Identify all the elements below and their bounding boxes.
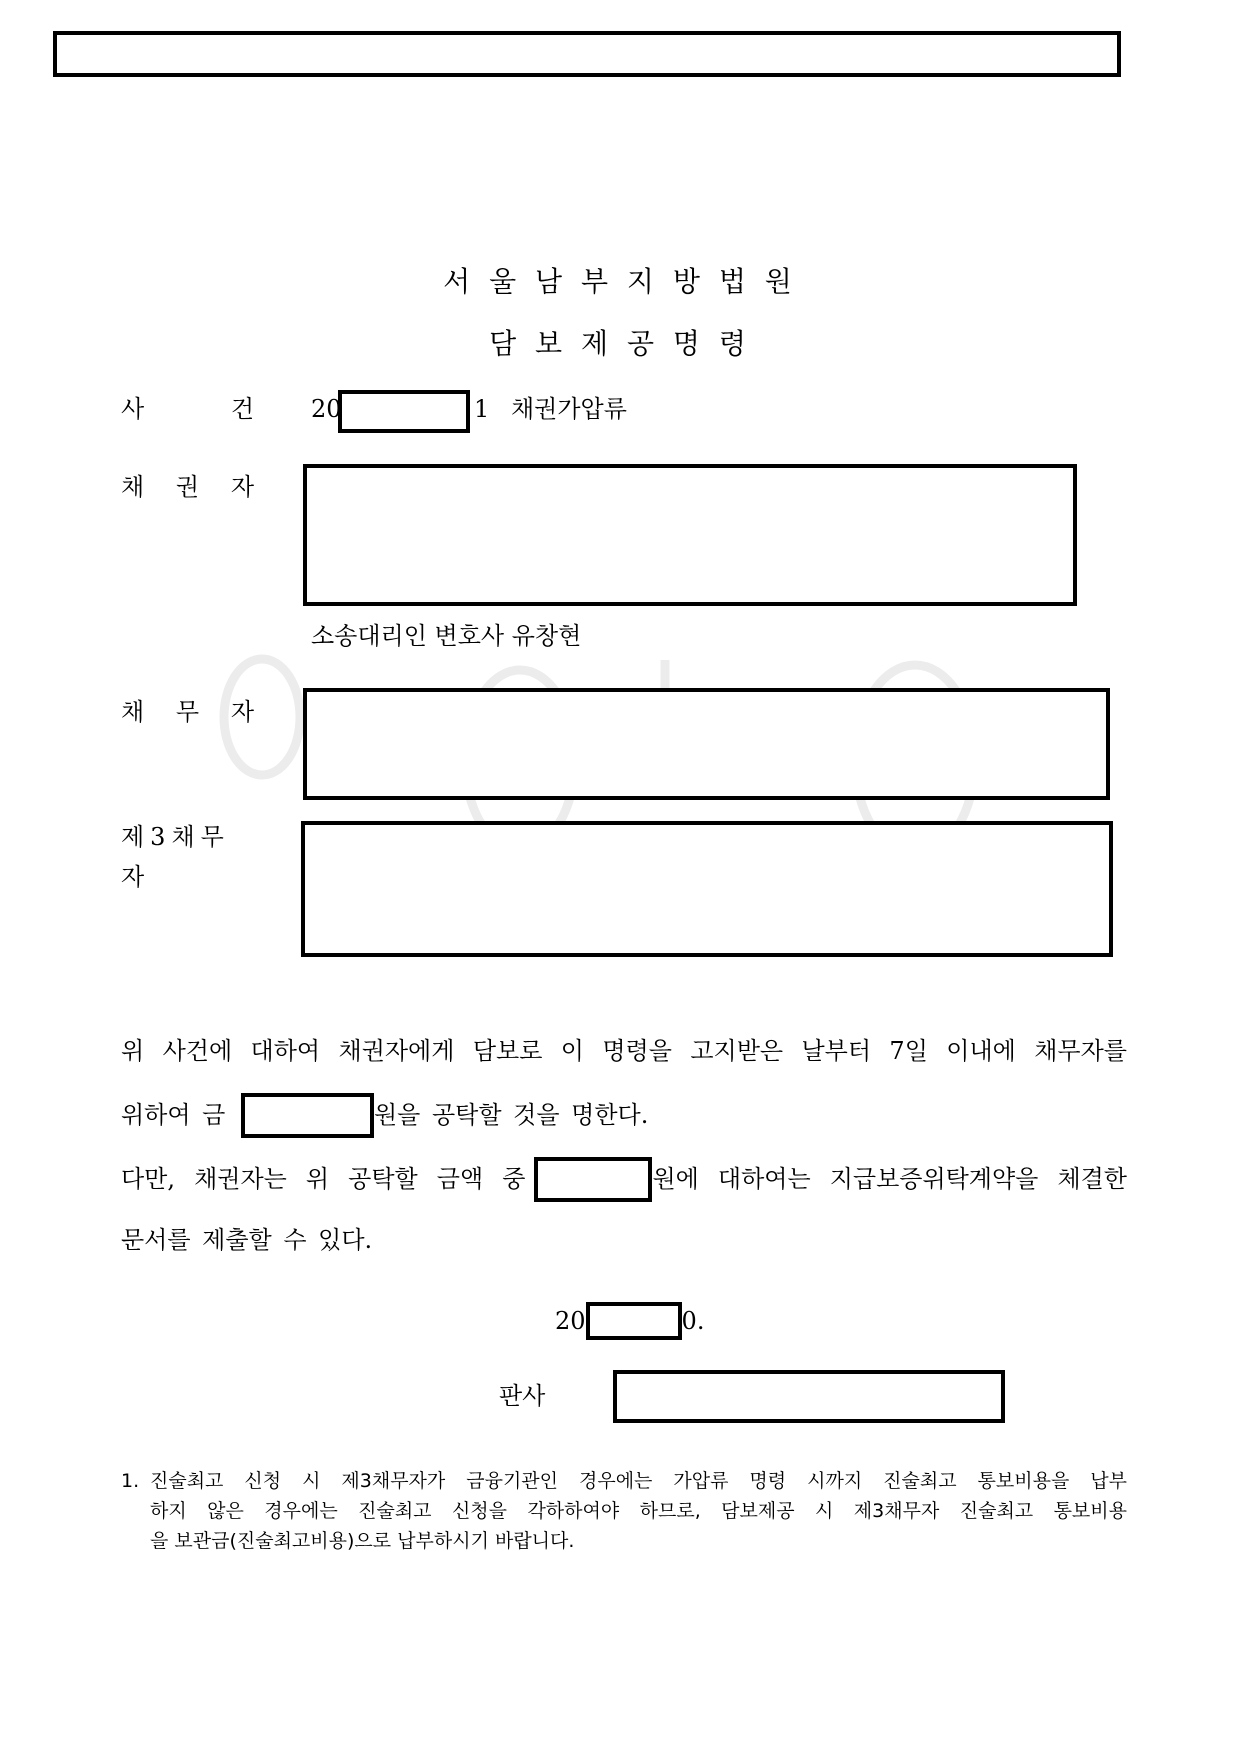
third-party-debtor-redaction-box (301, 821, 1113, 957)
order-text-line-2-start: 위하여 금 (121, 1101, 237, 1129)
order-text-line-3-start: 다만, 채권자는 위 공탁할 금액 중 (121, 1165, 526, 1193)
case-number-redaction (338, 390, 470, 433)
debtor-redaction-box (303, 688, 1110, 800)
creditor-attorney: 소송대리인 변호사 유창현 (311, 622, 582, 650)
document-title: 담 보 제 공 명 령 (489, 327, 751, 360)
case-type: 채권가압류 (511, 395, 627, 423)
date-suffix: 0. (681, 1307, 705, 1335)
order-text-line-1: 위 사건에 대하여 채권자에게 담보로 이 명령을 고지받은 날부터 7일 이내에 채무자를 (121, 1037, 1127, 1065)
date-redaction (586, 1302, 682, 1340)
header-redaction-box (53, 31, 1121, 77)
judge-label: 판사 (499, 1382, 546, 1410)
third-party-debtor-label: 제3채무자 (121, 823, 230, 891)
case-number-suffix: 1 (474, 395, 490, 423)
creditor-label: 채 권 자 (121, 473, 254, 501)
order-text-line-3 (121, 1157, 1127, 1202)
footnote-line-1: 진술최고 신청 시 제3채무자가 금융기관인 경우에는 가압류 명령 시까지 진술최고 통보비용을 납부 (150, 1470, 1127, 1492)
order-date (555, 1302, 704, 1340)
case-label: 사 건 (121, 395, 254, 423)
order-text-line-3-end: 원에 대하여는 지급보증위탁계약을 체결한 (652, 1165, 1127, 1193)
judge-name-redaction (613, 1370, 1005, 1423)
order-text-line-2-end: 원을 공탁할 것을 명한다. (374, 1101, 649, 1129)
date-prefix: 20 (555, 1307, 586, 1335)
footnote-number: 1. (121, 1470, 140, 1492)
footnote-line-3: 을 보관금(진술최고비용)으로 납부하시기 바랍니다. (150, 1530, 575, 1552)
deposit-amount-redaction (241, 1093, 374, 1138)
creditor-redaction-box (303, 464, 1077, 606)
order-text-line-4: 문서를 제출할 수 있다. (121, 1226, 373, 1254)
guarantee-amount-redaction (534, 1157, 652, 1202)
case-number-prefix: 20 (311, 395, 342, 423)
debtor-label: 채 무 자 (121, 698, 254, 726)
footnote-line-2: 하지 않은 경우에는 진술최고 신청을 각하하여야 하므로, 담보제공 시 제3채무자 진술최고 통보비용 (150, 1500, 1127, 1522)
order-text-line-2 (121, 1093, 1127, 1138)
court-name: 서 울 남 부 지 방 법 원 (443, 265, 797, 298)
